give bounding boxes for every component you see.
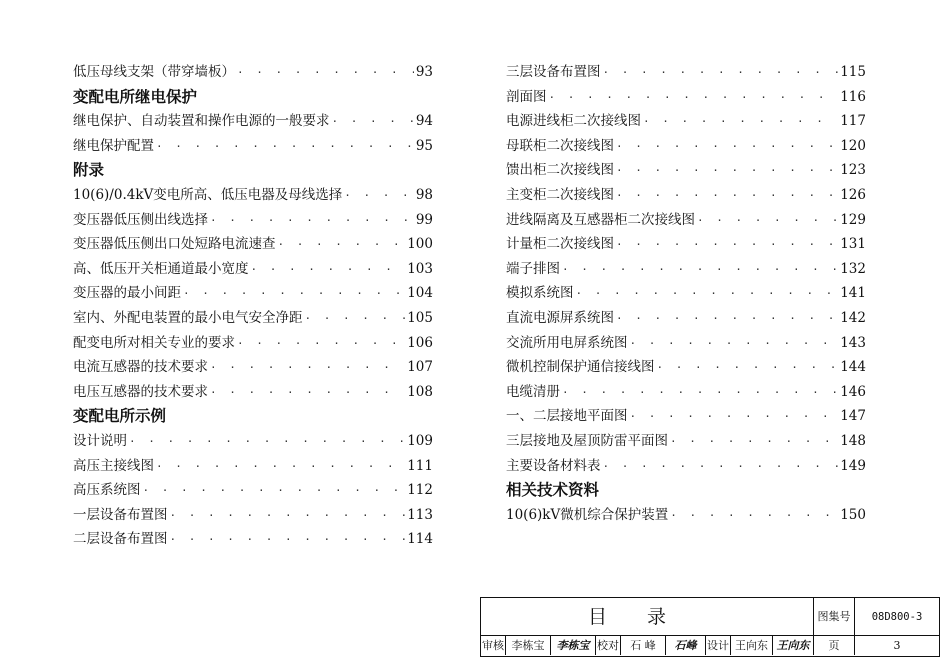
entry-page-number: 104 [407,285,433,302]
toc-entry [73,503,433,528]
dot-leader [549,86,839,111]
dot-leader [616,307,838,332]
entry-title: 母联柜二次接线图 [506,137,614,154]
dot-leader [210,356,405,381]
dot-leader [183,282,405,307]
dot-leader [170,504,406,529]
entry-page-number: 129 [840,211,866,228]
dot-leader [344,184,414,209]
entry-title: 计量柜二次接线图 [506,236,614,253]
toc-entry [73,355,433,380]
page-number: 3 [893,638,901,652]
entry-page-number: 115 [840,64,866,80]
entry-page-number: 114 [407,531,433,548]
toc-section-heading [73,85,433,110]
dot-leader [616,135,838,160]
toc-right-column [506,60,866,527]
title-block [480,597,940,657]
toc-entry [506,404,866,429]
entry-title: 三层接地及屋顶防雷平面图 [506,432,668,449]
toc-entry [506,257,866,282]
dot-leader [156,455,405,480]
dot-leader [616,233,838,258]
entry-page-number: 111 [407,457,433,474]
entry-page-number: 112 [407,482,433,499]
toc-left-column [73,60,433,552]
dot-leader [697,209,838,234]
toc-entry [73,281,433,306]
dot-leader [616,184,838,209]
entry-title: 馈出柜二次接线图 [506,162,614,179]
set-number-value: 08D800-3 [855,598,939,636]
entry-title: 设计说明 [73,432,127,449]
toc-entry [506,306,866,331]
section-heading-text: 变配电所示例 [73,407,167,426]
entry-title: 三层设备布置图 [506,64,601,80]
dot-leader [251,258,406,283]
dot-leader [603,455,839,480]
entry-page-number: 117 [840,113,866,130]
dot-leader [210,381,405,406]
dot-leader [657,356,839,381]
entry-page-number: 105 [407,309,433,326]
entry-page-number: 106 [407,334,433,351]
entry-page-number: 108 [407,383,433,400]
entry-page-number: 113 [407,506,433,523]
entry-page-number: 131 [840,236,866,253]
entry-title: 高压主接线图 [73,457,154,474]
toc-entry [506,355,866,380]
dot-leader [237,332,405,357]
toc-section-heading [73,158,433,183]
toc-entry [73,109,433,134]
toc-entry [73,527,433,552]
toc-entry [506,281,866,306]
dot-leader [129,430,405,455]
toc-section-heading [506,478,866,503]
dot-leader [156,135,414,160]
entry-title: 端子排图 [506,260,560,277]
entry-page-number: 94 [415,113,433,130]
toc-entry [73,429,433,454]
toc-entry [506,429,866,454]
entry-page-number: 126 [840,186,866,203]
entry-title: 一、二层接地平面图 [506,408,628,425]
entry-title: 配变电所对相关专业的要求 [73,334,235,351]
dot-leader [576,282,839,307]
toc-entry [73,331,433,356]
toc-entry [506,503,866,528]
entry-page-number: 142 [840,309,866,326]
toc-entry [73,208,433,233]
dot-leader [210,209,414,234]
entry-page-number: 148 [840,432,866,449]
entry-page-number: 149 [840,457,866,474]
entry-page-number: 144 [840,359,866,376]
toc-entry [73,257,433,282]
entry-title: 10(6)/0.4kV变电所高、低压电器及母线选择 [73,186,343,203]
entry-page-number: 116 [840,88,866,105]
dot-leader [332,110,414,135]
entry-page-number: 100 [407,236,433,253]
dot-leader [630,332,839,357]
dot-leader [562,258,838,283]
toc-entry [73,134,433,159]
dot-leader [670,504,838,529]
set-number-label: 图集号 [814,598,855,636]
section-heading-text: 附录 [73,161,105,180]
entry-title: 模拟系统图 [506,285,574,302]
design-signature: 王向东 [773,636,814,655]
entry-title: 主变柜二次接线图 [506,186,614,203]
toc-entry [73,306,433,331]
dot-leader [643,110,838,135]
entry-page-number: 132 [840,260,866,277]
entry-page-number: 141 [840,285,866,302]
toc-entry [506,232,866,257]
entry-title: 电缆清册 [506,383,560,400]
section-heading-text: 相关技术资料 [506,481,600,500]
entry-title: 剖面图 [506,88,547,105]
title-block-title: 目录 [481,598,814,636]
entry-title: 直流电源屏系统图 [506,309,614,326]
toc-entry [73,183,433,208]
entry-page-number: 103 [407,260,433,277]
check-name: 石 峰 [621,636,666,655]
entry-title: 微机控制保护通信接线图 [506,359,655,376]
dot-leader [616,159,838,184]
entry-page-number: 107 [407,359,433,376]
toc-entry [73,454,433,479]
toc-entry [506,183,866,208]
entry-title: 变压器的最小间距 [73,285,181,302]
dot-leader [630,405,839,430]
entry-title: 低压母线支架（带穿墙板） [73,64,235,80]
toc-entry [506,331,866,356]
entry-title: 交流所用电屏系统图 [506,334,628,351]
entry-title: 主要设备材料表 [506,457,601,474]
entry-page-number: 150 [840,506,866,523]
toc-entry [73,60,433,85]
toc-entry [506,158,866,183]
entry-page-number: 95 [415,137,433,154]
entry-title: 继电保护配置 [73,137,154,154]
section-heading-text: 变配电所继电保护 [73,87,198,106]
entry-title: 室内、外配电装置的最小电气安全净距 [73,309,303,326]
entry-page-number: 109 [407,432,433,449]
dot-leader [143,479,406,504]
check-label: 校对 [596,636,621,655]
entry-title: 二层设备布置图 [73,531,168,548]
toc-entry [73,232,433,257]
toc-section-heading [73,404,433,429]
dot-leader [670,430,838,455]
dot-leader [562,381,838,406]
entry-title: 继电保护、自动装置和操作电源的一般要求 [73,113,330,130]
entry-page-number: 147 [840,408,866,425]
review-name: 李栋宝 [506,636,551,655]
toc-entry [506,454,866,479]
check-signature: 石峰 [666,636,706,655]
design-name: 王向东 [731,636,773,655]
entry-title: 高、低压开关柜通道最小宽度 [73,260,249,277]
design-label: 设计 [706,636,731,655]
toc-entry [506,208,866,233]
dot-leader [278,233,406,258]
toc-entry [506,85,866,110]
page-label: 页 [814,636,855,655]
entry-page-number: 99 [415,211,433,228]
entry-page-number: 120 [840,137,866,154]
toc-entry [73,380,433,405]
entry-title: 电压互感器的技术要求 [73,383,208,400]
dot-leader [237,61,414,86]
entry-title: 进线隔离及互感器柜二次接线图 [506,211,695,228]
entry-title: 一层设备布置图 [73,506,168,523]
dot-leader [170,528,406,553]
dot-leader [305,307,406,332]
entry-page-number: 98 [415,186,433,203]
entry-title: 电源进线柜二次接线图 [506,113,641,130]
toc-entry [506,380,866,405]
entry-title: 高压系统图 [73,482,141,499]
entry-page-number: 123 [840,162,866,179]
review-signature: 李栋宝 [551,636,596,655]
review-label: 审核 [481,636,506,655]
dot-leader [603,61,839,86]
toc-entry [506,60,866,85]
toc-entry [506,109,866,134]
entry-page-number: 93 [415,64,433,80]
toc-entry [506,134,866,159]
entry-title: 变压器低压侧出口处短路电流速查 [73,236,276,253]
entry-title: 电流互感器的技术要求 [73,359,208,376]
entry-page-number: 143 [840,334,866,351]
entry-title: 10(6)kV微机综合保护装置 [506,506,669,523]
toc-entry [73,478,433,503]
entry-title: 变压器低压侧出线选择 [73,211,208,228]
entry-page-number: 146 [840,383,866,400]
